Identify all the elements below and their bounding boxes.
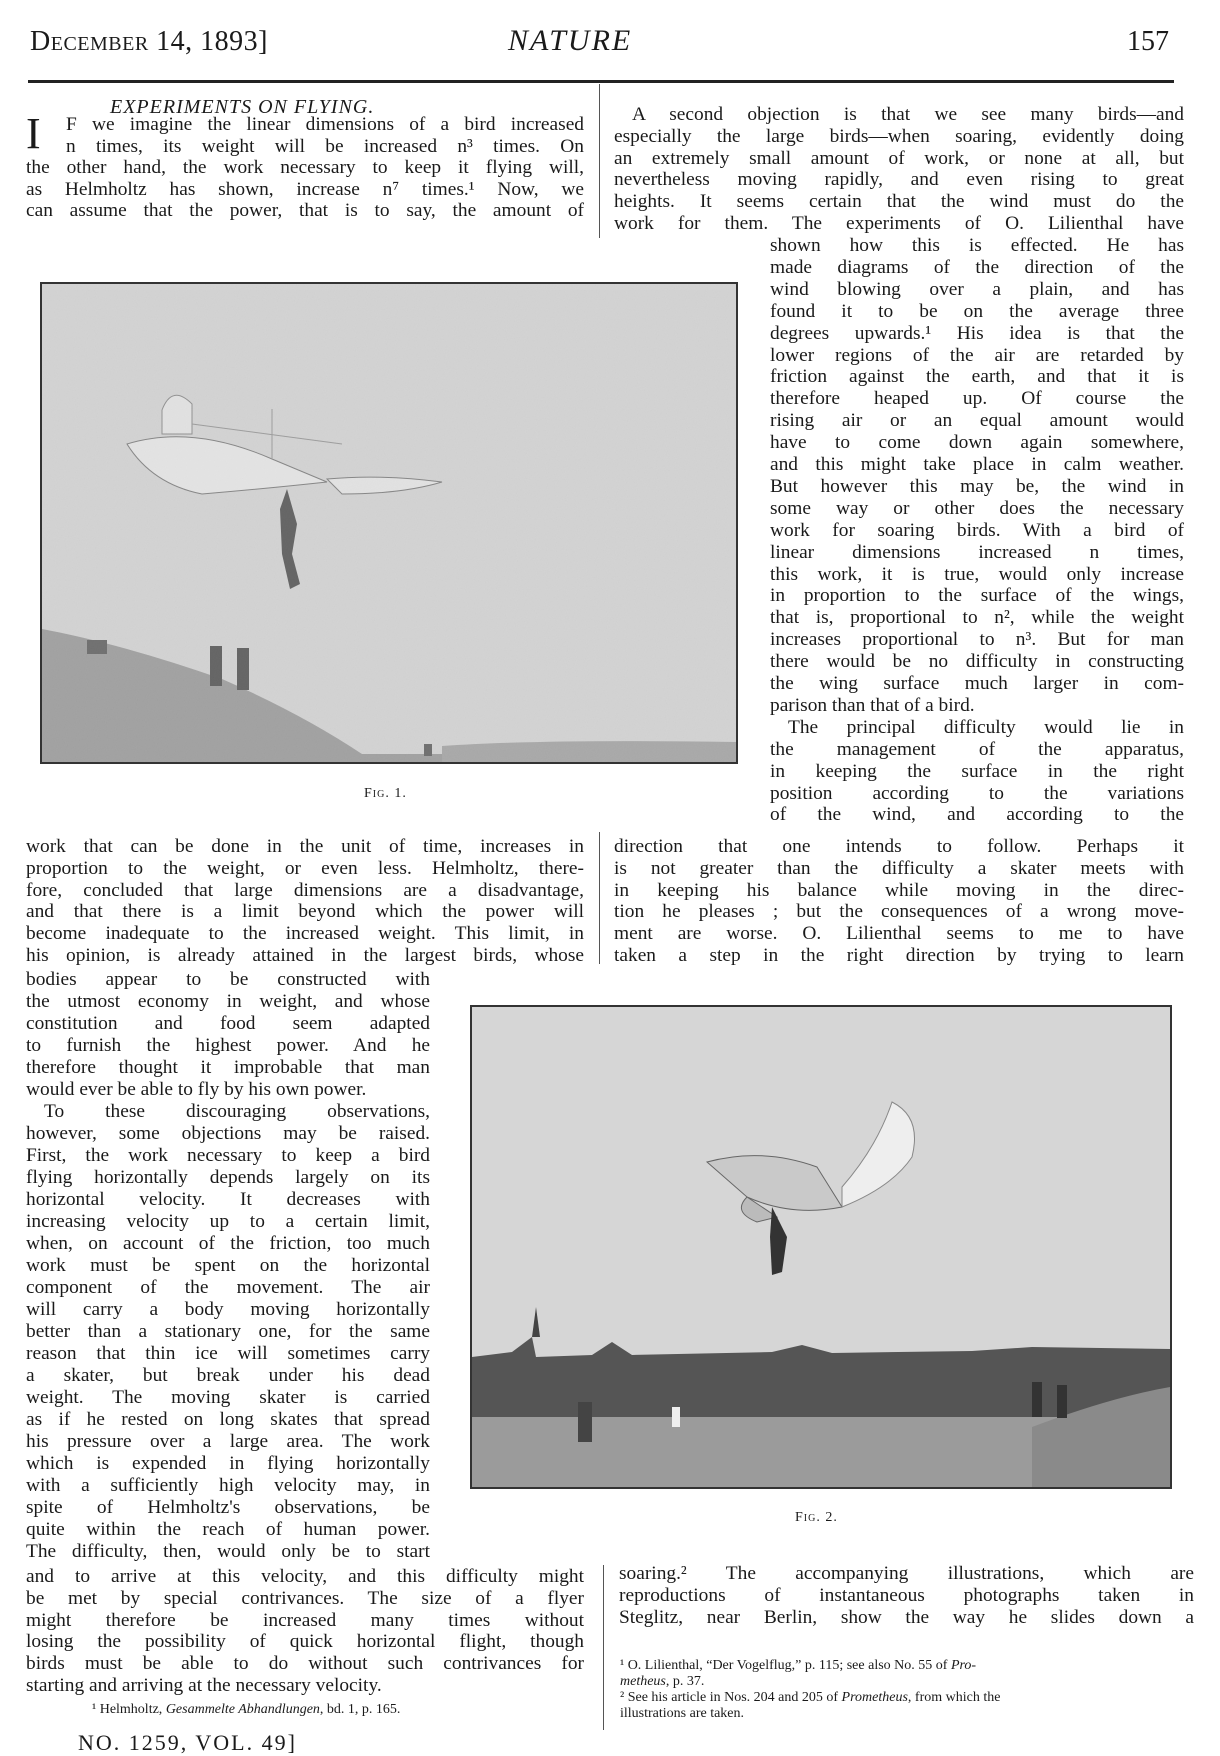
text-line: reproductions of instantaneous photographs taken in: [619, 1584, 1194, 1606]
text-line: therefore heaped up. Of course the: [770, 388, 1184, 410]
figure-2-caption: Fig. 2.: [795, 1510, 838, 1525]
figure-2-photo: [470, 1005, 1172, 1489]
text-line: spite of Helmholtz's observations, be: [26, 1497, 430, 1518]
text-line: fore, concluded that large dimensions are a disadvantage,: [26, 879, 584, 901]
text-line: especially the large birds—when soaring, evidently doing: [614, 125, 1184, 147]
text-line: work that can be done in the unit of time, increases in: [26, 836, 584, 857]
text-line: better than a stationary one, for the same: [26, 1321, 430, 1342]
text-line: constitution and food seem adapted: [26, 1013, 430, 1034]
text-line: become inadequate to the increased weight. This limit, in: [26, 923, 584, 945]
text-line: The principal difficulty would lie in: [788, 716, 1184, 738]
text-line: The difficulty, then, would only be to start: [26, 1541, 430, 1562]
text-line: flying horizontally depends largely on its: [26, 1167, 430, 1188]
footnote-italic: metheus: [620, 1674, 666, 1689]
text-line: rising air or an equal amount would: [770, 410, 1184, 432]
text-line: quite within the reach of human power.: [26, 1519, 430, 1540]
text-line: work for them. The experiments of O. Lilienthal have: [614, 213, 1184, 234]
text-line: which is expended in flying horizontally: [26, 1453, 430, 1474]
text-line: nevertheless moving rapidly, and even rising to great: [614, 169, 1184, 191]
text-line: therefore thought it improbable that man: [26, 1057, 430, 1078]
text-line: as if he rested on long skates that spread: [26, 1409, 430, 1430]
page-number: 157: [1127, 26, 1169, 57]
text-line: the utmost economy in weight, and whose: [26, 991, 430, 1012]
text-line: losing the possibility of quick horizontal flight, though: [26, 1631, 584, 1653]
text-line: made diagrams of the direction of the: [770, 256, 1184, 278]
text-line: found it to be on the average three: [770, 300, 1184, 322]
text-line: First, the work necessary to keep a bird: [26, 1145, 430, 1166]
issue-number: NO. 1259, VOL. 49]: [78, 1730, 297, 1755]
text-line: this work, it is true, would only increase: [770, 563, 1184, 585]
text-line: the management of the apparatus,: [770, 738, 1184, 760]
text-line: wind blowing over a plain, and has: [770, 278, 1184, 300]
text-line: degrees upwards.¹ His idea is that the: [770, 322, 1184, 344]
text-line: a skater, but break under his dead: [26, 1365, 430, 1386]
text-line: tion he pleases ; but the consequences of a wrong move-: [614, 901, 1184, 923]
text-line: might therefore be increased many times without: [26, 1609, 584, 1631]
text-line: F we imagine the linear dimensions of a bird increased: [66, 114, 584, 135]
glider-over-town-illustration: [472, 1007, 1170, 1487]
text-line: to furnish the highest power. And he: [26, 1035, 430, 1056]
text-line: direction that one intends to follow. Perhaps it: [614, 836, 1184, 857]
text-line: in proportion to the surface of the wings,: [770, 585, 1184, 607]
text-line: and this might take place in calm weather.: [770, 454, 1184, 475]
text-line: horizontal velocity. It decreases with: [26, 1189, 430, 1210]
text-line: and that there is a limit beyond which the power will: [26, 901, 584, 923]
text-line: with a sufficiently high velocity may, in: [26, 1475, 430, 1496]
text-line: taken a step in the right direction by trying to learn: [614, 945, 1184, 966]
text-line: an extremely small amount of work, or none at all, but: [614, 147, 1184, 169]
footnote-right-1: [620, 1658, 1194, 1690]
text-line: n times, its weight will be increased n³ times. On: [66, 135, 584, 157]
text-line: of the wind, and according to the: [770, 804, 1184, 826]
text-line: soaring.² The accompanying illustrations, which are: [619, 1563, 1194, 1584]
text-line: is not greater than the difficulty a skater meets with: [614, 857, 1184, 879]
text-line: the wing surface much larger in com-: [770, 673, 1184, 694]
text-line: will carry a body moving horizontally: [26, 1299, 430, 1320]
figure-1-caption: Fig. 1.: [364, 786, 407, 801]
footnote-italic: Pro-: [950, 1658, 977, 1673]
text-line: bodies appear to be constructed with: [26, 969, 430, 990]
text-line: increases proportional to n³. But for man: [770, 629, 1184, 651]
column-divider: [599, 84, 600, 238]
text-line: But however this may be, the wind in: [770, 475, 1184, 497]
text-line: component of the movement. The air: [26, 1277, 430, 1298]
text-line: work must be spent on the horizontal: [26, 1255, 430, 1276]
footnote-work: Gesammelte Abhandlungen: [165, 1702, 320, 1717]
text-line: ment are worse. O. Lilienthal seems to me to have: [614, 923, 1184, 945]
text-line: position according to the variations: [770, 782, 1184, 804]
footnote-right-2: [620, 1690, 1194, 1722]
text-line: increasing velocity up to a certain limit,: [26, 1211, 430, 1232]
text-line: A second objection is that we see many birds—and: [632, 104, 1184, 125]
text-line: there would be no difficulty in constructing: [770, 651, 1184, 673]
text-line: his pressure over a large area. The work: [26, 1431, 430, 1452]
glider-over-hill-illustration: [42, 284, 736, 762]
text-line: shown how this is effected. He has: [770, 235, 1184, 256]
text-line: heights. It seems certain that the wind must do the: [614, 191, 1184, 213]
text-line: starting and arriving at the necessary velocity.: [26, 1675, 382, 1696]
text-line: friction against the earth, and that it is: [770, 366, 1184, 388]
text-line: work for soaring birds. With a bird of: [770, 519, 1184, 541]
footnote-text: , p. 37.: [665, 1674, 705, 1689]
text-line: be met by special contrivances. The size of a flyer: [26, 1587, 584, 1609]
text-line: weight. The moving skater is carried: [26, 1387, 430, 1408]
header-rule: [28, 80, 1174, 83]
text-line: as Helmholtz has shown, increase n⁷ times.¹ Now, we: [26, 178, 584, 200]
text-line: however, some objections may be raised.: [26, 1123, 430, 1144]
figure-1-photo: [40, 282, 738, 764]
text-line: when, on account of the friction, too much: [26, 1233, 430, 1254]
text-line: Steglitz, near Berlin, show the way he slides down a: [619, 1606, 1194, 1628]
text-line: and to arrive at this velocity, and this difficulty might: [26, 1566, 584, 1587]
text-line: reason that thin ice will sometimes carry: [26, 1343, 430, 1364]
footnote-left: [92, 1702, 400, 1718]
text-line: in keeping his balance while moving in the direc-: [614, 879, 1184, 901]
journal-title: NATURE: [508, 24, 633, 57]
text-line: can assume that the power, that is to say, the amount of: [26, 200, 584, 222]
column-divider: [603, 1565, 604, 1730]
text-line: in keeping the surface in the right: [770, 760, 1184, 782]
text-line: some way or other does the necessary: [770, 497, 1184, 519]
footnote-author: Helmholtz,: [99, 1702, 163, 1717]
footnote-italic: Prometheus: [841, 1690, 908, 1705]
text-line: proportion to the weight, or even less. Helmholtz, there-: [26, 857, 584, 879]
text-line: linear dimensions increased n times,: [770, 541, 1184, 563]
footnote-text: , from which the: [907, 1690, 1001, 1705]
text-line: birds must be able to do without such contrivances for: [26, 1653, 584, 1675]
footnote-mark: ¹: [92, 1702, 97, 1717]
footnote-text: ¹ O. Lilienthal, “Der Vogelflug,” p. 115; see also No. 55 of: [620, 1658, 951, 1673]
article-title: EXPERIMENTS ON FLYING.: [110, 96, 375, 118]
footnote-text: ² See his article in Nos. 204 and 205 of: [620, 1690, 842, 1705]
footnote-text: illustrations are taken.: [620, 1706, 745, 1721]
text-line: To these discouraging observations,: [44, 1101, 430, 1122]
running-header-date: December 14, 1893]: [30, 26, 268, 57]
column-divider: [599, 832, 600, 964]
text-line: would ever be able to fly by his own power.: [26, 1079, 367, 1100]
text-line: lower regions of the air are retarded by: [770, 344, 1184, 366]
text-line: that is, proportional to n², while the weight: [770, 607, 1184, 629]
drop-cap: I: [26, 109, 41, 158]
footnote-rest: , bd. 1, p. 165.: [319, 1702, 401, 1717]
text-line: parison than that of a bird.: [770, 694, 975, 716]
text-line: his opinion, is already attained in the largest birds, whose: [26, 945, 584, 966]
text-line: the other hand, the work necessary to keep it flying will,: [26, 157, 584, 179]
text-line: have to come down again somewhere,: [770, 432, 1184, 454]
